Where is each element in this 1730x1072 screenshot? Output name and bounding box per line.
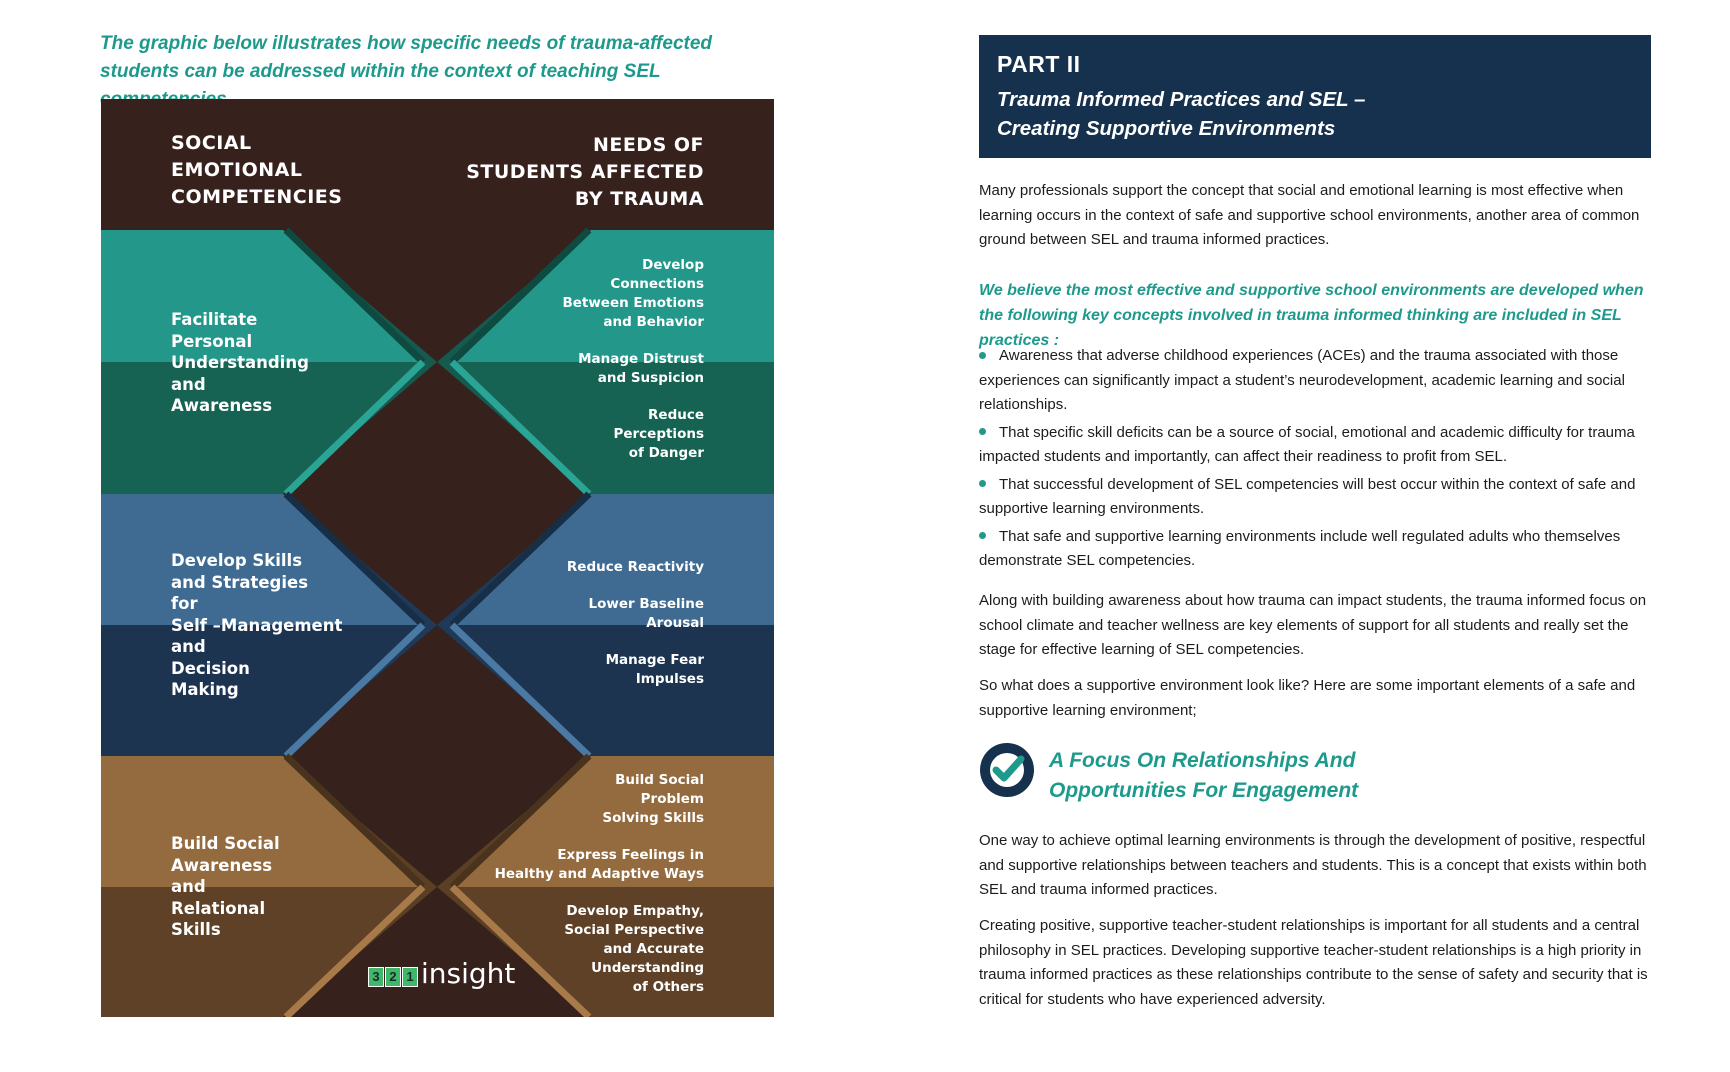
bullet-dot <box>979 352 986 359</box>
right-heading: NEEDS OF STUDENTS AFFECTED BY TRAUMA <box>466 134 704 210</box>
bullet-text: That successful development of SEL competencies will best occur within the context of safe and supportive learning environments. <box>979 475 1636 517</box>
bullet-text: Awareness that adverse childhood experiences (ACEs) and the trauma associated with those experiences can significantly impact a student’s neurodevelopment, academic learning and social relationships. <box>979 347 1625 413</box>
list-item <box>979 344 1651 418</box>
need-develop-empathy: Develop Empathy, Social Perspective and Accurate Understanding of Others <box>564 903 704 995</box>
left-heading: SOCIAL EMOTIONAL COMPETENCIES <box>171 132 343 208</box>
part-label: PART II <box>997 51 1081 77</box>
logo-digit: 2 <box>385 967 401 987</box>
logo-digit: 1 <box>402 967 418 987</box>
paragraph-teacher-student: Creating positive, supportive teacher-student relationships is important for all students and a central philosophy in SEL practices. Developing supportive teacher-student relationships is a high priority in trauma informed practices as these relationships contribute to the sense of safety and security that is critical for students who have experienced adversity. <box>979 917 1648 1008</box>
paragraph-awareness: Along with building awareness about how trauma can impact students, the trauma informed focus on school climate and teacher wellness are key elements of support for all students and really set the stage for effective learning of SEL competencies. <box>979 592 1647 658</box>
need-lower-baseline: Lower Baseline Arousal <box>588 596 704 631</box>
need-develop-connections: Develop Connections Between Emotions and Behavior <box>562 257 704 330</box>
part-header <box>979 35 1651 158</box>
list-item <box>979 421 1651 470</box>
key-concepts-list <box>979 344 1651 577</box>
bullet-text: That safe and supportive learning environments include well regulated adults who themselves demonstrate SEL competencies. <box>979 527 1621 569</box>
need-reduce-perceptions: Reduce Perceptions of Danger <box>613 407 704 461</box>
bullet-dot <box>979 532 986 539</box>
check-circle-icon <box>979 742 1035 798</box>
need-manage-distrust: Manage Distrust and Suspicion <box>578 351 704 386</box>
competency-self-management: Develop Skills and Strategies for Self –Management and Decision Making <box>171 551 343 699</box>
section-heading <box>979 742 1651 812</box>
highlight-statement: We believe the most effective and supportive school environments are developed when the following key concepts involved in trauma informed thinking are included in SEL practices : <box>979 282 1644 349</box>
need-reduce-reactivity: Reduce Reactivity <box>566 559 704 575</box>
competency-social-awareness: Build Social Awareness and Relational Skills <box>171 834 280 939</box>
need-build-problem-solving: Build Social Problem Solving Skills <box>602 772 704 826</box>
need-express-feelings: Express Feelings in Healthy and Adaptive Ways <box>494 847 704 882</box>
insight-logo <box>368 957 516 990</box>
bullet-dot <box>979 428 986 435</box>
part-title: Trauma Informed Practices and SEL – Creating Supportive Environments <box>997 88 1366 140</box>
competency-personal-understanding: Facilitate Personal Understanding and Awareness <box>171 310 309 415</box>
list-item <box>979 473 1651 522</box>
need-manage-fear: Manage Fear Impulses <box>605 652 704 687</box>
logo-word: insight <box>421 957 516 990</box>
paragraph-relationships: One way to achieve optimal learning environments is through the development of positive, respectful and supportive relationships between teachers and students. This is a concept that exists within both SEL and trauma informed practices. <box>979 832 1647 898</box>
section-title: A Focus On Relationships And Opportunities For Engagement <box>1049 749 1359 802</box>
paragraph-question: So what does a supportive environment look like? Here are some important elements of a safe and supportive learning environment; <box>979 677 1636 719</box>
sel-trauma-graphic <box>101 99 774 1017</box>
intro-caption: The graphic below illustrates how specific needs of trauma-affected students can be addressed within the context of teaching SEL <box>100 33 713 82</box>
bullet-text: That specific skill deficits can be a source of social, emotional and academic difficulty for trauma impacted students and importantly, can affect their readiness to profit from SEL. <box>979 423 1635 465</box>
bullet-dot <box>979 480 986 487</box>
logo-digit: 3 <box>368 967 384 987</box>
paragraph-intro: Many professionals support the concept that social and emotional learning is most effective when learning occurs in the context of safe and supportive school environments, another area of common ground between SEL and trauma informed practices. <box>979 182 1640 248</box>
list-item <box>979 525 1651 574</box>
